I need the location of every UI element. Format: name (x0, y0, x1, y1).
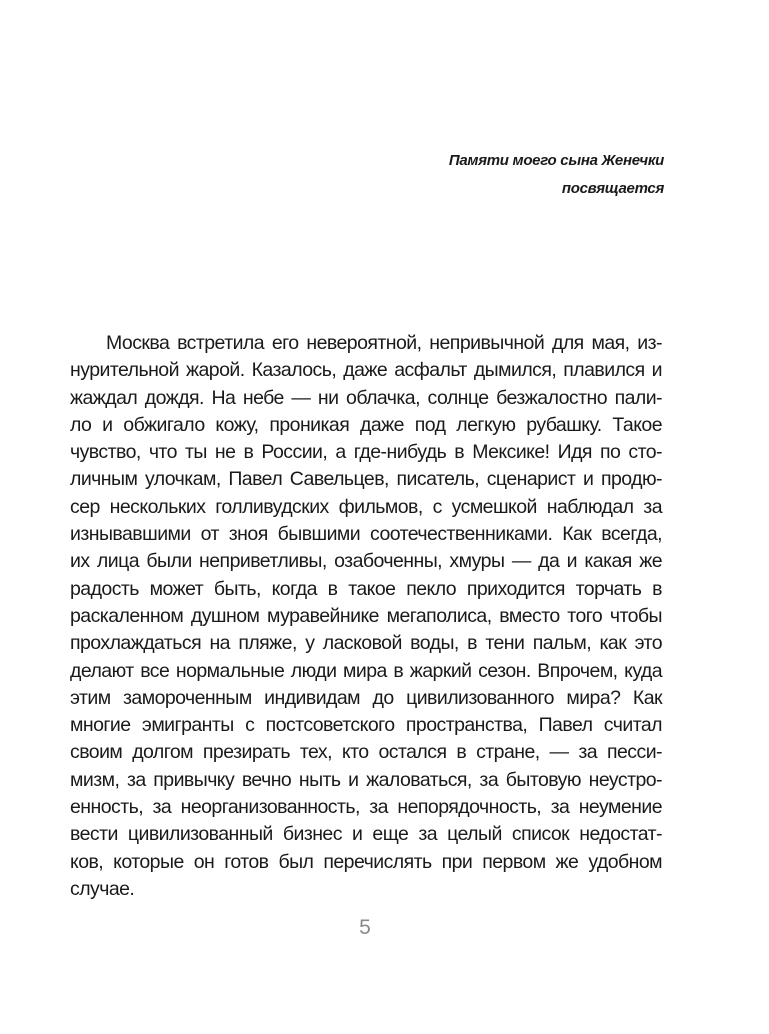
dedication (449, 147, 664, 203)
text-line: делают все нормальные люди мира в жаркий сезон. Впрочем, куда (70, 659, 662, 682)
text-line: вести цивилизованный бизнес и еще за целый список недостат- (70, 823, 662, 846)
text-line: многие эмигранты с постсоветского пространства, Павел считал (70, 714, 662, 737)
text-line: своим долгом презирать тех, кто остался в стране, — за песси- (70, 741, 662, 764)
body-paragraph (70, 330, 662, 903)
dedication-line-2: посвящается (561, 180, 664, 197)
text-line: случае. (70, 877, 135, 900)
text-line: нурительной жарой. Казалось, даже асфальт дымился, плавился и (70, 359, 662, 382)
text-line: мизм, за привычку вечно ныть и жаловаться, за бытовую неустро- (70, 768, 662, 791)
text-line: раскаленном душном муравейнике мегаполиса, вместо того чтобы (70, 604, 662, 627)
text-line: изнывавшими от зноя бывшими соотечественниками. Как всегда, (70, 523, 662, 546)
page-number: 5 (359, 916, 371, 939)
text-line: жаждал дождя. На небе — ни облачка, солнце безжалостно пали- (70, 386, 662, 409)
dedication-line-1: Памяти моего сына Женечки (448, 152, 664, 169)
text-line: прохлаждаться на пляже, у ласковой воды, в тени пальм, как это (70, 632, 662, 655)
text-line: енность, за неорганизованность, за непорядочность, за неумение (70, 796, 662, 819)
text-line: сер нескольких голливудских фильмов, с усмешкой наблюдал за (70, 495, 662, 518)
text-line: чувство, что ты не в России, а где-нибудь в Мексике! Идя по сто- (70, 441, 662, 464)
text-line: их лица были неприветливы, озабоченны, хмуры — да и какая же (70, 550, 662, 573)
text-line: ков, которые он готов был перечислять при первом же удобном (70, 850, 662, 873)
text-line: ло и обжигало кожу, проникая даже под легкую рубашку. Такое (70, 413, 662, 436)
text-line: Москва встретила его невероятной, непривычной для мая, из- (106, 332, 662, 354)
text-line: личным улочкам, Павел Савельцев, писатель, сценарист и продю- (70, 468, 662, 491)
text-line: радость может быть, когда в такое пекло приходится торчать в (70, 577, 662, 600)
text-line: этим замороченным индивидам до цивилизованного мира? Как (70, 686, 662, 709)
